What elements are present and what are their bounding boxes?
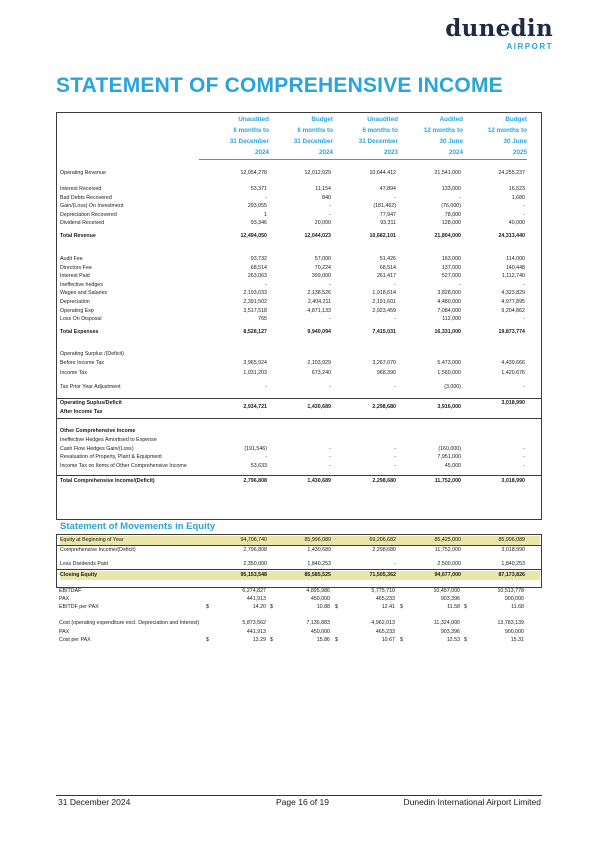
table-row	[60, 315, 540, 324]
row-value: -	[265, 384, 267, 391]
row-divider	[57, 418, 541, 419]
row-value: 21,541,000	[434, 170, 461, 176]
kpi-row	[59, 603, 539, 612]
row-value: 1,420,676	[501, 369, 525, 376]
row-value: 11,752,000	[434, 478, 461, 485]
row-value: 69,206,682	[369, 537, 396, 543]
row-value: 51,426	[379, 256, 396, 262]
row-value: 1,430,689	[307, 404, 331, 411]
row-value: 163,000	[441, 256, 461, 262]
row-value: -	[329, 203, 331, 210]
row-value: 2,796,808	[243, 478, 267, 485]
movement-row	[60, 560, 540, 569]
income-statement-table	[56, 112, 542, 520]
row-value: 94,677,000	[434, 572, 461, 578]
row-value: 16,523	[508, 186, 525, 192]
row-value: 12,012,029	[304, 170, 331, 176]
row-value: 1,430,689	[307, 478, 331, 485]
row-value: 12,054,278	[240, 170, 267, 176]
row-divider	[57, 569, 541, 570]
row-value: 1,918,614	[372, 290, 396, 297]
row-value: 1,430,689	[307, 547, 331, 553]
row-value: 71,505,362	[369, 572, 396, 578]
row-label: Cost (operating expenditure excl. Depreciation and Interest)	[59, 620, 200, 627]
column-header-line: 2024	[199, 147, 269, 160]
row-label: Closing Equity	[60, 572, 98, 578]
logo-wordmark: dunedin	[445, 15, 553, 42]
row-value: (160,000)	[438, 445, 461, 452]
row-value: 47,894	[379, 186, 396, 192]
row-label: Income Tax on Items of Other Comprehensive Income	[60, 462, 187, 469]
row-value: -	[394, 454, 396, 461]
total-comprehensive-row	[60, 477, 540, 486]
row-label: Operating Suplus/Deficit	[60, 400, 122, 407]
row-value: 4,871,133	[307, 307, 331, 314]
row-value: 9,204,862	[501, 307, 525, 314]
row-value: 527,000	[441, 273, 461, 280]
row-value: -	[394, 462, 396, 469]
dollar-sign: $	[400, 636, 403, 643]
row-value: 13,783,139	[497, 620, 524, 627]
row-label: Interest Paid	[60, 273, 90, 280]
row-value: 11.58	[447, 604, 460, 611]
row-value: 2,934,721	[243, 404, 267, 411]
company-logo	[445, 17, 553, 51]
row-value: 93,732	[250, 256, 267, 262]
column-header-line: Unaudited	[367, 116, 398, 123]
row-value: 11.68	[511, 604, 524, 611]
row-value: (191,546)	[244, 445, 267, 452]
kpi-row	[59, 636, 539, 645]
dollar-sign: $	[206, 636, 209, 643]
row-value: 93,311	[380, 220, 396, 227]
row-value: (3,000)	[444, 384, 461, 391]
row-value: 114,000	[506, 256, 525, 262]
row-value: 7,084,000	[437, 307, 461, 314]
row-value: 5,775,710	[371, 588, 395, 594]
dollar-sign: $	[270, 604, 273, 611]
row-value: 4,439,666	[501, 360, 525, 367]
row-value: -	[394, 561, 396, 567]
row-value: 112,000	[442, 316, 461, 323]
column-header	[393, 114, 463, 160]
row-value: 16,331,000	[434, 328, 461, 335]
table-row	[60, 383, 540, 392]
row-value: 7,136,883	[306, 620, 330, 627]
row-label: PAX	[59, 628, 70, 635]
row-value: 70,224	[314, 264, 331, 271]
column-header-line: 2023	[328, 147, 398, 160]
row-value: 5,873,562	[242, 620, 266, 627]
row-value: 12.53	[446, 636, 460, 643]
dollar-sign: $	[400, 604, 403, 611]
column-header-line: 31 December	[229, 138, 269, 145]
row-value: 2,193,033	[243, 290, 267, 297]
row-value: 68,514	[379, 264, 396, 271]
row-value: 128,000	[441, 220, 461, 227]
table-row	[60, 350, 540, 359]
movements-table	[56, 534, 542, 588]
row-value: 53,371	[250, 186, 267, 192]
row-value: -	[523, 454, 525, 461]
column-header-line: Unaudited	[238, 116, 269, 123]
row-value: 11,324,000	[433, 620, 460, 627]
row-value: 7,951,000	[437, 454, 461, 461]
row-value: 133,000	[441, 186, 461, 192]
row-value: 87,173,826	[498, 572, 525, 578]
row-value: 900,000	[504, 628, 524, 635]
row-label: Operating Exp	[60, 307, 94, 314]
dollar-sign: $	[270, 636, 273, 643]
row-value: 2,391,502	[243, 299, 267, 305]
row-value: 10,644,412	[369, 170, 396, 176]
row-value: 4,962,013	[371, 620, 395, 627]
row-value: 2,350,000	[243, 561, 267, 567]
row-value: -	[329, 454, 331, 461]
column-header-line: 30 June	[503, 138, 527, 145]
row-value: 441,913	[246, 596, 266, 603]
total-expenses-row	[60, 328, 540, 337]
row-label: Cash Flow Hedges Gain/(Loss)	[60, 445, 134, 452]
dollar-sign: $	[206, 604, 209, 611]
row-value: 1,840,253	[307, 561, 331, 567]
row-value: 85,425,000	[434, 537, 461, 543]
row-value: -	[523, 281, 525, 288]
logo-subtitle: AIRPORT	[506, 42, 553, 51]
row-label: Bad Debts Recovered	[60, 194, 112, 201]
dollar-sign: $	[464, 636, 467, 643]
row-label: Income Tax	[60, 369, 87, 376]
row-value: 2,404,211	[307, 299, 331, 305]
row-value: -	[329, 316, 331, 323]
row-value: 399,000	[311, 273, 331, 280]
row-value: -	[265, 454, 267, 461]
column-header-line: Budget	[505, 116, 527, 123]
column-header-line: 6 months to	[362, 127, 398, 134]
column-header-line: 6 months to	[233, 127, 269, 134]
column-header	[263, 114, 333, 160]
row-value: 465,233	[375, 596, 395, 603]
row-value: 3,517,518	[243, 307, 267, 314]
total-revenue-row	[60, 232, 540, 241]
row-label: Tax Prior Year Adjustment	[60, 384, 121, 391]
row-value: 3,018,990	[501, 400, 525, 407]
row-value: 465,233	[375, 628, 395, 635]
row-value: 263,063	[247, 273, 267, 280]
row-value: 5,473,000	[437, 360, 461, 367]
row-label: Interest Received	[60, 186, 102, 192]
row-value: -	[523, 316, 525, 323]
row-label: Revaluation of Property, Plant & Equipment	[60, 454, 162, 461]
footer-divider	[56, 795, 542, 796]
dollar-sign: $	[464, 604, 467, 611]
row-label: Operating Surplus /(Deficit)	[60, 350, 124, 357]
row-value: 1,840,253	[501, 561, 525, 567]
row-value: 903,396	[440, 628, 460, 635]
column-header-line: 6 months to	[297, 127, 333, 134]
row-label: Ineffective hedges	[60, 281, 103, 288]
column-header-line: 2024	[263, 147, 333, 160]
row-value: 4,480,000	[437, 299, 461, 305]
row-value: -	[459, 194, 461, 201]
table-row	[60, 219, 540, 228]
row-value: 10,457,000	[433, 588, 460, 594]
row-value: 40,000	[508, 220, 525, 227]
row-value: 3,965,924	[243, 360, 267, 367]
row-value: 85,996,089	[498, 537, 525, 543]
row-value: 261,417	[376, 273, 396, 280]
row-value: 2,298,680	[372, 478, 396, 485]
row-value: 57,000	[314, 256, 331, 262]
row-divider	[57, 475, 541, 476]
row-value: 53,633	[250, 462, 267, 469]
row-value: 1	[264, 211, 267, 218]
row-value: 2,298,680	[372, 404, 396, 411]
row-label: Other Comprehensive Income	[60, 428, 136, 435]
row-label: Equity at Beginning of Year	[60, 537, 124, 543]
table-row	[60, 359, 540, 368]
footer-page-number: Page 16 of 19	[276, 797, 329, 807]
row-label: Gain/(Loss) On Investment	[60, 203, 124, 210]
row-value: -	[265, 281, 267, 288]
row-value: -	[329, 384, 331, 391]
row-value: 12,044,023	[304, 233, 331, 239]
row-value: 10.67	[381, 636, 395, 643]
row-value: 673,240	[311, 369, 331, 376]
row-label: Depreciation Recovered	[60, 211, 117, 218]
row-value: (181,462)	[373, 203, 396, 210]
column-header	[328, 114, 398, 160]
row-value: 85,996,089	[304, 537, 331, 543]
row-label: Audit Fee	[60, 256, 83, 262]
after-tax-row	[60, 399, 540, 417]
row-value: 3,916,000	[437, 404, 461, 411]
row-value: (76,000)	[441, 203, 461, 210]
row-value: 4,977,895	[501, 299, 525, 305]
row-value: -	[394, 316, 396, 323]
row-value: -	[523, 384, 525, 391]
row-value: 1,112,740	[501, 273, 525, 280]
row-label: Wages and Salaries	[60, 290, 108, 297]
row-value: 3,018,990	[501, 478, 525, 485]
row-value: 1,680	[511, 194, 525, 201]
row-value: 2,298,680	[372, 547, 396, 553]
row-value: 77,947	[379, 211, 396, 218]
row-value: 2,103,929	[307, 360, 331, 367]
row-value: 765	[258, 316, 267, 323]
row-value: 3,267,070	[372, 360, 396, 367]
row-value: 10.88	[316, 604, 330, 611]
row-value: -	[459, 281, 461, 288]
row-value: 2,796,808	[243, 547, 267, 553]
row-value: 10,682,101	[369, 233, 396, 239]
table-row	[60, 462, 540, 471]
row-value: -	[394, 194, 396, 201]
row-value: 95,153,548	[240, 572, 267, 578]
row-divider	[57, 398, 541, 399]
row-value: 441,913	[246, 628, 266, 635]
movement-row	[60, 546, 540, 555]
column-header-line: 2024	[393, 147, 463, 160]
row-value: 4,323,829	[501, 290, 525, 297]
column-header-line: 12 months to	[487, 127, 527, 134]
row-value: 1,560,000	[437, 369, 461, 376]
row-value: -	[329, 281, 331, 288]
movement-row	[60, 536, 540, 545]
row-value: 93,346	[250, 220, 267, 227]
row-value: 45,000	[444, 462, 461, 469]
row-value: -	[394, 281, 396, 288]
column-header-line: Audited	[439, 116, 463, 123]
row-label: Total Revenue	[60, 233, 96, 239]
footer-company: Dunedin International Airport Limited	[403, 797, 541, 807]
row-label: Operating Revenue	[60, 170, 106, 176]
row-value: 450,000	[310, 628, 330, 635]
row-value: 78,000	[444, 211, 461, 218]
dollar-sign: $	[335, 636, 338, 643]
row-value: 15.86	[316, 636, 330, 643]
row-value: 1,031,203	[243, 369, 267, 376]
row-value: 20,000	[314, 220, 331, 227]
row-value: 13.29	[252, 636, 266, 643]
row-value: 293,055	[247, 203, 267, 210]
movements-title: Statement of Movements in Equity	[60, 521, 216, 532]
row-label: Before Income Tax	[60, 360, 105, 367]
row-value: 8,528,127	[243, 328, 267, 335]
row-value: 900,000	[504, 596, 524, 603]
row-value: 11,154	[315, 186, 331, 192]
table-row	[60, 169, 540, 178]
movements-section	[56, 520, 542, 588]
row-value: -	[523, 203, 525, 210]
row-label: Dividend Received	[60, 220, 105, 227]
row-value: 2,191,601	[372, 299, 396, 305]
row-value: 2,500,000	[437, 561, 461, 567]
row-value: 2,138,526	[307, 290, 331, 297]
column-header-line: 2025	[457, 147, 527, 160]
row-value: 21,804,000	[434, 233, 461, 239]
row-value: 12,494,050	[240, 233, 267, 239]
row-label: EBITDF per PAX	[59, 604, 99, 611]
column-header-line: 31 December	[293, 138, 333, 145]
row-label: Total Expenses	[60, 328, 99, 335]
row-label: Loss On Disposal	[60, 316, 102, 323]
row-label: Ineffective Hedges Amortised to Expense	[60, 436, 157, 443]
row-value: 85,585,525	[304, 572, 331, 578]
row-label: Less Dividends Paid	[60, 561, 108, 567]
row-value: 903,396	[440, 596, 460, 603]
row-value: 19,873,774	[498, 328, 525, 335]
row-label: EBITDAF	[59, 588, 82, 594]
row-value: 10,513,778	[497, 588, 524, 594]
row-value: 3,018,990	[501, 547, 525, 553]
row-value: 140,448	[505, 264, 525, 271]
row-value: 3,828,000	[437, 290, 461, 297]
row-label: After Income Tax	[60, 409, 103, 416]
row-value: -	[394, 384, 396, 391]
footer-date: 31 December 2024	[58, 797, 131, 807]
row-label: PAX	[59, 596, 70, 603]
page-title: STATEMENT OF COMPREHENSIVE INCOME	[56, 74, 503, 97]
column-header-line: 30 June	[439, 138, 463, 145]
row-value: 968,390	[376, 369, 396, 376]
dollar-sign: $	[335, 604, 338, 611]
row-value: 450,000	[310, 596, 330, 603]
row-value: -	[329, 462, 331, 469]
row-label: Directors Fee	[60, 264, 92, 271]
row-value: 4,895,986	[306, 588, 330, 594]
row-value: 6,274,827	[242, 588, 266, 594]
row-value: 24,255,237	[498, 170, 525, 176]
row-value: -	[523, 462, 525, 469]
row-value: 11,752,000	[434, 547, 461, 553]
row-label: Cost per PAX	[59, 636, 91, 643]
row-value: 15.31	[510, 636, 524, 643]
column-header-line: Budget	[311, 116, 333, 123]
column-header	[199, 114, 269, 160]
row-label: Comprehensive Income/(Deficit)	[60, 547, 136, 553]
row-value: -	[394, 445, 396, 452]
row-value: 14.20	[252, 604, 266, 611]
row-value: 7,415,031	[372, 328, 396, 335]
row-value: -	[523, 445, 525, 452]
column-header	[457, 114, 527, 160]
column-header-line: 31 December	[358, 138, 398, 145]
row-value: 12.41	[381, 604, 395, 611]
row-value: -	[329, 445, 331, 452]
row-value: -	[523, 211, 525, 218]
row-value: 94,706,740	[240, 537, 267, 543]
row-value: 2,923,459	[372, 307, 396, 314]
row-value: 9,940,094	[307, 328, 331, 335]
row-value: 840	[322, 194, 331, 201]
row-label: Total Comprehensive Income/(Deficit)	[60, 478, 155, 485]
column-header-line: 12 months to	[423, 127, 463, 134]
row-value: -	[265, 194, 267, 201]
row-value: 24,313,440	[498, 233, 525, 239]
row-label: Depreciation	[60, 299, 90, 305]
row-value: 137,000	[441, 264, 461, 271]
table-row	[60, 369, 540, 378]
closing-equity-row	[60, 571, 540, 580]
row-value: -	[329, 211, 331, 218]
row-value: 68,514	[250, 264, 267, 271]
